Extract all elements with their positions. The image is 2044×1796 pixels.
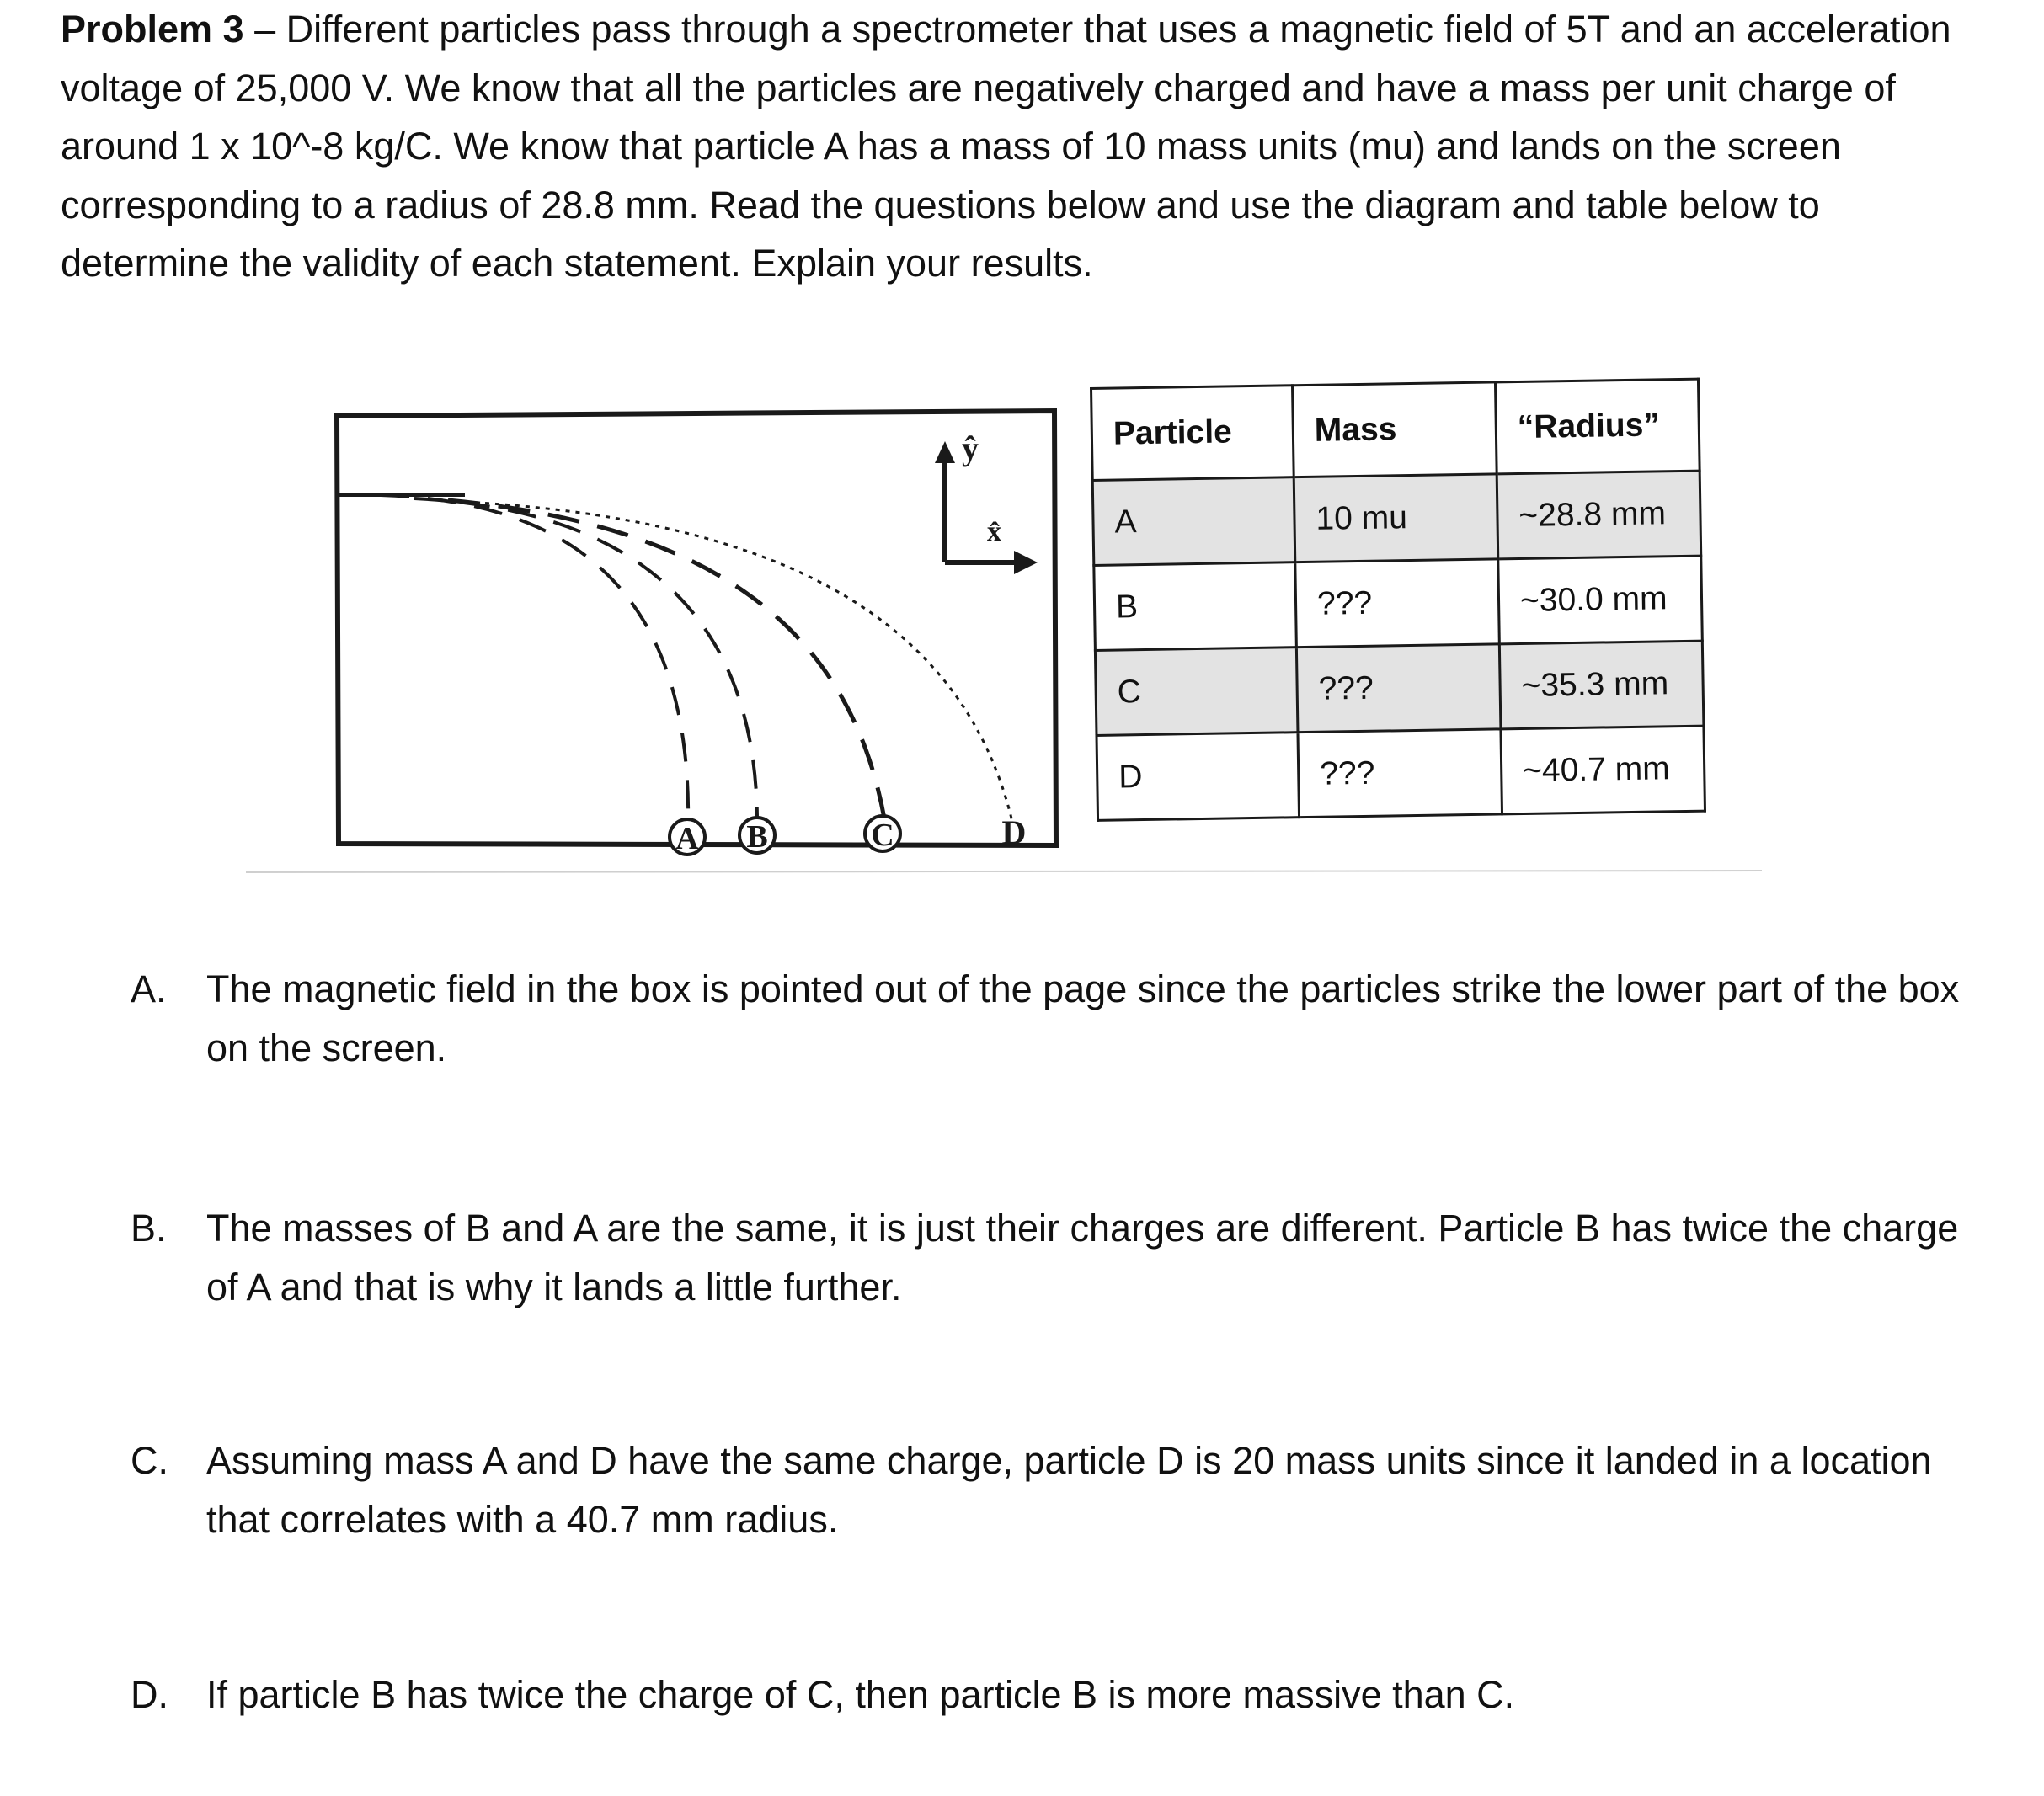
spectrometer-box [337, 411, 1056, 845]
cell-particle: A [1092, 477, 1295, 566]
statement-letter: D. [131, 1673, 168, 1716]
header-particle: Particle [1091, 386, 1294, 481]
landing-label-c: C [871, 818, 894, 853]
cell-mass: ??? [1296, 644, 1501, 733]
spectrometer-diagram [246, 376, 1088, 931]
statement-b [131, 1199, 1983, 1316]
cell-radius: ~35.3 mm [1499, 641, 1704, 729]
table-header-row [1091, 379, 1700, 480]
header-mass: Mass [1292, 382, 1497, 477]
cell-mass: ??? [1298, 729, 1502, 818]
landing-label-d: D [1001, 813, 1027, 851]
landing-label-a: A [675, 821, 699, 856]
statement-letter: A. [131, 967, 167, 1010]
cell-radius: ~40.7 mm [1501, 726, 1705, 814]
statement-a [131, 960, 1983, 1077]
cell-particle: C [1095, 648, 1298, 736]
cell-radius: ~30.0 mm [1498, 556, 1703, 644]
statement-c [131, 1431, 1983, 1548]
landing-label-b: B [746, 819, 768, 855]
y-axis-arrowhead [935, 441, 955, 463]
trajectory-a [381, 495, 688, 830]
trajectory-c [448, 500, 884, 818]
problem-statement [61, 0, 1981, 293]
problem-title: Problem 3 [61, 8, 244, 51]
table-row-d [1097, 726, 1705, 820]
cell-particle: B [1094, 562, 1297, 651]
table-row-b [1094, 556, 1702, 650]
statement-text: Assuming mass A and D have the same charge, particle D is 20 mass units since it landed in a location that correlates with a 40.7 mm radius. [206, 1439, 1932, 1541]
statement-text: If particle B has twice the charge of C, then particle B is more massive than C. [206, 1673, 1515, 1716]
x-axis-arrowhead [1014, 551, 1038, 574]
trajectory-b [414, 498, 757, 830]
statement-letter: C. [131, 1439, 168, 1482]
cell-mass: 10 mu [1294, 474, 1498, 562]
problem-intro: Different particles pass through a spectrometer that uses a magnetic field of 5T and an acceleration voltage of 25,000 V. We know that all the particles are negatively charged and have a mass per unit charge of around 1 x 10^-8 kg/C. We know that particle A has a mass of 10 mass units (mu) and lands on the screen corresponding to a radius of 28.8 mm. Read the questions below and use the diagram and table below to determine the validity of each statement. Explain your results. [61, 8, 1951, 285]
header-radius: “Radius” [1495, 379, 1700, 474]
cell-particle: D [1097, 733, 1300, 821]
statement-letter: B. [131, 1207, 167, 1250]
x-axis-label: x̂ [987, 516, 1001, 547]
particle-table [1090, 378, 1706, 822]
scan-line [246, 871, 1762, 872]
cell-mass: ??? [1295, 559, 1500, 648]
statement-text: The masses of B and A are the same, it is just their charges are different. Particle B has twice the charge of A and that is why it lands a little further. [206, 1207, 1959, 1308]
table-row-c [1095, 641, 1703, 735]
table-row-a [1092, 471, 1700, 565]
statement-d [131, 1665, 1983, 1724]
trajectory-d [465, 502, 1012, 822]
title-dash: – [243, 8, 286, 51]
statement-text: The magnetic field in the box is pointed out of the page since the particles strike the lower part of the box on the screen. [206, 967, 1960, 1069]
y-axis-label: ŷ [962, 429, 979, 467]
cell-radius: ~28.8 mm [1497, 471, 1701, 559]
